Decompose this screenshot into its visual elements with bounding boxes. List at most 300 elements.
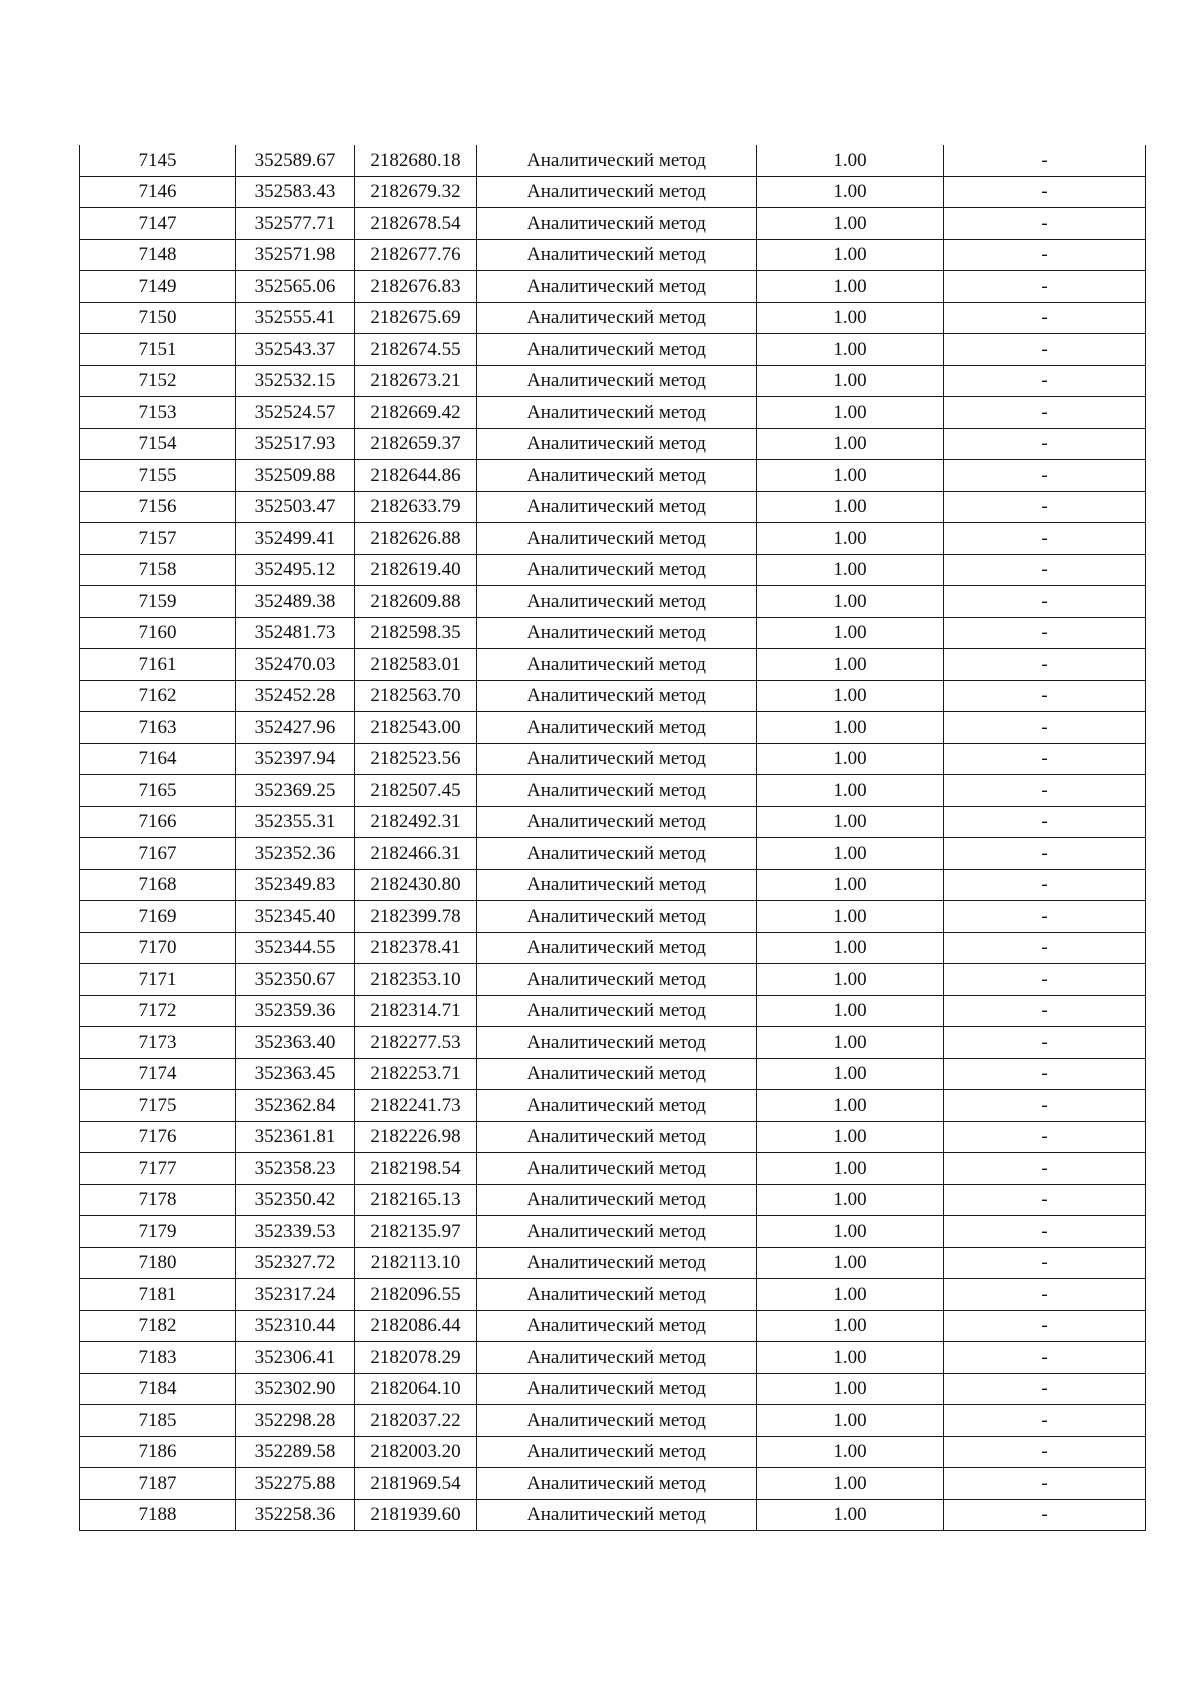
description-cell: - <box>944 271 1146 303</box>
accuracy-cell: 1.00 <box>757 869 944 901</box>
method-cell: Аналитический метод <box>477 397 757 429</box>
y-coordinate-cell: 2182037.22 <box>355 1405 477 1437</box>
description-cell: - <box>944 680 1146 712</box>
description-cell: - <box>944 1058 1146 1090</box>
description-cell: - <box>944 1153 1146 1185</box>
accuracy-cell: 1.00 <box>757 1405 944 1437</box>
accuracy-cell: 1.00 <box>757 964 944 996</box>
accuracy-cell: 1.00 <box>757 995 944 1027</box>
accuracy-cell: 1.00 <box>757 239 944 271</box>
point-number-cell: 7152 <box>80 365 236 397</box>
table-row <box>80 1184 1146 1216</box>
accuracy-cell: 1.00 <box>757 208 944 240</box>
coordinates-table <box>79 145 1146 1531</box>
method-cell: Аналитический метод <box>477 806 757 838</box>
y-coordinate-cell: 2182064.10 <box>355 1373 477 1405</box>
method-cell: Аналитический метод <box>477 365 757 397</box>
accuracy-cell: 1.00 <box>757 649 944 681</box>
description-cell: - <box>944 1184 1146 1216</box>
point-number-cell: 7186 <box>80 1436 236 1468</box>
accuracy-cell: 1.00 <box>757 1184 944 1216</box>
table-row <box>80 1405 1146 1437</box>
table-row <box>80 271 1146 303</box>
table-row <box>80 1121 1146 1153</box>
y-coordinate-cell: 2182078.29 <box>355 1342 477 1374</box>
description-cell: - <box>944 775 1146 807</box>
point-number-cell: 7181 <box>80 1279 236 1311</box>
point-number-cell: 7174 <box>80 1058 236 1090</box>
point-number-cell: 7177 <box>80 1153 236 1185</box>
method-cell: Аналитический метод <box>477 554 757 586</box>
point-number-cell: 7184 <box>80 1373 236 1405</box>
description-cell: - <box>944 838 1146 870</box>
description-cell: - <box>944 491 1146 523</box>
method-cell: Аналитический метод <box>477 964 757 996</box>
y-coordinate-cell: 2182492.31 <box>355 806 477 838</box>
method-cell: Аналитический метод <box>477 680 757 712</box>
y-coordinate-cell: 2182633.79 <box>355 491 477 523</box>
table-row <box>80 1153 1146 1185</box>
y-coordinate-cell: 2181969.54 <box>355 1468 477 1500</box>
table-row <box>80 649 1146 681</box>
description-cell: - <box>944 1499 1146 1531</box>
y-coordinate-cell: 2182676.83 <box>355 271 477 303</box>
x-coordinate-cell: 352310.44 <box>236 1310 355 1342</box>
description-cell: - <box>944 1405 1146 1437</box>
y-coordinate-cell: 2182277.53 <box>355 1027 477 1059</box>
method-cell: Аналитический метод <box>477 1121 757 1153</box>
table-row <box>80 365 1146 397</box>
x-coordinate-cell: 352565.06 <box>236 271 355 303</box>
accuracy-cell: 1.00 <box>757 838 944 870</box>
method-cell: Аналитический метод <box>477 302 757 334</box>
y-coordinate-cell: 2182135.97 <box>355 1216 477 1248</box>
accuracy-cell: 1.00 <box>757 1342 944 1374</box>
x-coordinate-cell: 352369.25 <box>236 775 355 807</box>
method-cell: Аналитический метод <box>477 995 757 1027</box>
x-coordinate-cell: 352361.81 <box>236 1121 355 1153</box>
description-cell: - <box>944 1468 1146 1500</box>
x-coordinate-cell: 352352.36 <box>236 838 355 870</box>
description-cell: - <box>944 523 1146 555</box>
x-coordinate-cell: 352344.55 <box>236 932 355 964</box>
table-row <box>80 334 1146 366</box>
description-cell: - <box>944 869 1146 901</box>
point-number-cell: 7155 <box>80 460 236 492</box>
y-coordinate-cell: 2182253.71 <box>355 1058 477 1090</box>
method-cell: Аналитический метод <box>477 1436 757 1468</box>
x-coordinate-cell: 352359.36 <box>236 995 355 1027</box>
x-coordinate-cell: 352289.58 <box>236 1436 355 1468</box>
point-number-cell: 7175 <box>80 1090 236 1122</box>
accuracy-cell: 1.00 <box>757 743 944 775</box>
description-cell: - <box>944 397 1146 429</box>
description-cell: - <box>944 334 1146 366</box>
description-cell: - <box>944 208 1146 240</box>
table-row <box>80 1373 1146 1405</box>
accuracy-cell: 1.00 <box>757 176 944 208</box>
x-coordinate-cell: 352543.37 <box>236 334 355 366</box>
y-coordinate-cell: 2182096.55 <box>355 1279 477 1311</box>
point-number-cell: 7154 <box>80 428 236 460</box>
x-coordinate-cell: 352589.67 <box>236 145 355 176</box>
description-cell: - <box>944 1310 1146 1342</box>
table-row <box>80 617 1146 649</box>
table-row <box>80 838 1146 870</box>
x-coordinate-cell: 352524.57 <box>236 397 355 429</box>
x-coordinate-cell: 352489.38 <box>236 586 355 618</box>
accuracy-cell: 1.00 <box>757 806 944 838</box>
accuracy-cell: 1.00 <box>757 460 944 492</box>
y-coordinate-cell: 2182226.98 <box>355 1121 477 1153</box>
point-number-cell: 7158 <box>80 554 236 586</box>
method-cell: Аналитический метод <box>477 869 757 901</box>
y-coordinate-cell: 2182507.45 <box>355 775 477 807</box>
method-cell: Аналитический метод <box>477 1058 757 1090</box>
x-coordinate-cell: 352350.42 <box>236 1184 355 1216</box>
description-cell: - <box>944 239 1146 271</box>
table-row <box>80 775 1146 807</box>
point-number-cell: 7187 <box>80 1468 236 1500</box>
accuracy-cell: 1.00 <box>757 617 944 649</box>
y-coordinate-cell: 2182680.18 <box>355 145 477 176</box>
y-coordinate-cell: 2182466.31 <box>355 838 477 870</box>
y-coordinate-cell: 2182563.70 <box>355 680 477 712</box>
method-cell: Аналитический метод <box>477 617 757 649</box>
accuracy-cell: 1.00 <box>757 1247 944 1279</box>
point-number-cell: 7167 <box>80 838 236 870</box>
x-coordinate-cell: 352427.96 <box>236 712 355 744</box>
x-coordinate-cell: 352363.40 <box>236 1027 355 1059</box>
point-number-cell: 7146 <box>80 176 236 208</box>
point-number-cell: 7153 <box>80 397 236 429</box>
x-coordinate-cell: 352327.72 <box>236 1247 355 1279</box>
method-cell: Аналитический метод <box>477 1247 757 1279</box>
x-coordinate-cell: 352470.03 <box>236 649 355 681</box>
x-coordinate-cell: 352503.47 <box>236 491 355 523</box>
method-cell: Аналитический метод <box>477 1373 757 1405</box>
accuracy-cell: 1.00 <box>757 775 944 807</box>
point-number-cell: 7172 <box>80 995 236 1027</box>
y-coordinate-cell: 2182241.73 <box>355 1090 477 1122</box>
x-coordinate-cell: 352363.45 <box>236 1058 355 1090</box>
x-coordinate-cell: 352298.28 <box>236 1405 355 1437</box>
x-coordinate-cell: 352517.93 <box>236 428 355 460</box>
accuracy-cell: 1.00 <box>757 1279 944 1311</box>
point-number-cell: 7182 <box>80 1310 236 1342</box>
description-cell: - <box>944 302 1146 334</box>
table-row <box>80 964 1146 996</box>
x-coordinate-cell: 352350.67 <box>236 964 355 996</box>
description-cell: - <box>944 995 1146 1027</box>
table-row <box>80 239 1146 271</box>
accuracy-cell: 1.00 <box>757 1468 944 1500</box>
method-cell: Аналитический метод <box>477 775 757 807</box>
description-cell: - <box>944 145 1146 176</box>
y-coordinate-cell: 2182353.10 <box>355 964 477 996</box>
description-cell: - <box>944 712 1146 744</box>
x-coordinate-cell: 352577.71 <box>236 208 355 240</box>
table-row <box>80 869 1146 901</box>
x-coordinate-cell: 352258.36 <box>236 1499 355 1531</box>
x-coordinate-cell: 352499.41 <box>236 523 355 555</box>
table-row <box>80 1310 1146 1342</box>
point-number-cell: 7149 <box>80 271 236 303</box>
x-coordinate-cell: 352355.31 <box>236 806 355 838</box>
accuracy-cell: 1.00 <box>757 1058 944 1090</box>
x-coordinate-cell: 352397.94 <box>236 743 355 775</box>
y-coordinate-cell: 2182598.35 <box>355 617 477 649</box>
accuracy-cell: 1.00 <box>757 932 944 964</box>
y-coordinate-cell: 2182198.54 <box>355 1153 477 1185</box>
y-coordinate-cell: 2182659.37 <box>355 428 477 460</box>
table-row <box>80 428 1146 460</box>
accuracy-cell: 1.00 <box>757 1499 944 1531</box>
description-cell: - <box>944 586 1146 618</box>
table-row <box>80 901 1146 933</box>
method-cell: Аналитический метод <box>477 428 757 460</box>
table-row <box>80 1216 1146 1248</box>
point-number-cell: 7145 <box>80 145 236 176</box>
point-number-cell: 7164 <box>80 743 236 775</box>
description-cell: - <box>944 428 1146 460</box>
method-cell: Аналитический метод <box>477 1342 757 1374</box>
method-cell: Аналитический метод <box>477 743 757 775</box>
y-coordinate-cell: 2181939.60 <box>355 1499 477 1531</box>
y-coordinate-cell: 2182399.78 <box>355 901 477 933</box>
accuracy-cell: 1.00 <box>757 901 944 933</box>
description-cell: - <box>944 743 1146 775</box>
method-cell: Аналитический метод <box>477 1153 757 1185</box>
table-row <box>80 145 1146 176</box>
table-row <box>80 712 1146 744</box>
accuracy-cell: 1.00 <box>757 491 944 523</box>
x-coordinate-cell: 352495.12 <box>236 554 355 586</box>
point-number-cell: 7176 <box>80 1121 236 1153</box>
description-cell: - <box>944 649 1146 681</box>
table-row <box>80 176 1146 208</box>
method-cell: Аналитический метод <box>477 271 757 303</box>
accuracy-cell: 1.00 <box>757 1027 944 1059</box>
accuracy-cell: 1.00 <box>757 680 944 712</box>
table-row <box>80 995 1146 1027</box>
y-coordinate-cell: 2182669.42 <box>355 397 477 429</box>
description-cell: - <box>944 176 1146 208</box>
method-cell: Аналитический метод <box>477 176 757 208</box>
x-coordinate-cell: 352583.43 <box>236 176 355 208</box>
description-cell: - <box>944 932 1146 964</box>
method-cell: Аналитический метод <box>477 145 757 176</box>
table-row <box>80 806 1146 838</box>
accuracy-cell: 1.00 <box>757 365 944 397</box>
x-coordinate-cell: 352532.15 <box>236 365 355 397</box>
accuracy-cell: 1.00 <box>757 1216 944 1248</box>
description-cell: - <box>944 1027 1146 1059</box>
y-coordinate-cell: 2182583.01 <box>355 649 477 681</box>
table-row <box>80 1247 1146 1279</box>
accuracy-cell: 1.00 <box>757 586 944 618</box>
method-cell: Аналитический метод <box>477 491 757 523</box>
method-cell: Аналитический метод <box>477 901 757 933</box>
method-cell: Аналитический метод <box>477 208 757 240</box>
point-number-cell: 7178 <box>80 1184 236 1216</box>
y-coordinate-cell: 2182673.21 <box>355 365 477 397</box>
y-coordinate-cell: 2182679.32 <box>355 176 477 208</box>
x-coordinate-cell: 352339.53 <box>236 1216 355 1248</box>
y-coordinate-cell: 2182674.55 <box>355 334 477 366</box>
point-number-cell: 7165 <box>80 775 236 807</box>
y-coordinate-cell: 2182675.69 <box>355 302 477 334</box>
point-number-cell: 7162 <box>80 680 236 712</box>
table-row <box>80 460 1146 492</box>
table-row <box>80 1468 1146 1500</box>
description-cell: - <box>944 1373 1146 1405</box>
description-cell: - <box>944 901 1146 933</box>
method-cell: Аналитический метод <box>477 1405 757 1437</box>
point-number-cell: 7179 <box>80 1216 236 1248</box>
point-number-cell: 7160 <box>80 617 236 649</box>
y-coordinate-cell: 2182165.13 <box>355 1184 477 1216</box>
method-cell: Аналитический метод <box>477 712 757 744</box>
table-row <box>80 680 1146 712</box>
point-number-cell: 7151 <box>80 334 236 366</box>
x-coordinate-cell: 352349.83 <box>236 869 355 901</box>
y-coordinate-cell: 2182430.80 <box>355 869 477 901</box>
accuracy-cell: 1.00 <box>757 271 944 303</box>
x-coordinate-cell: 352481.73 <box>236 617 355 649</box>
method-cell: Аналитический метод <box>477 1468 757 1500</box>
point-number-cell: 7163 <box>80 712 236 744</box>
point-number-cell: 7150 <box>80 302 236 334</box>
x-coordinate-cell: 352302.90 <box>236 1373 355 1405</box>
point-number-cell: 7170 <box>80 932 236 964</box>
description-cell: - <box>944 1090 1146 1122</box>
point-number-cell: 7166 <box>80 806 236 838</box>
table-row <box>80 554 1146 586</box>
x-coordinate-cell: 352362.84 <box>236 1090 355 1122</box>
point-number-cell: 7147 <box>80 208 236 240</box>
accuracy-cell: 1.00 <box>757 523 944 555</box>
table-row <box>80 932 1146 964</box>
table-row <box>80 1342 1146 1374</box>
method-cell: Аналитический метод <box>477 1499 757 1531</box>
accuracy-cell: 1.00 <box>757 302 944 334</box>
method-cell: Аналитический метод <box>477 1184 757 1216</box>
table-row <box>80 743 1146 775</box>
accuracy-cell: 1.00 <box>757 334 944 366</box>
method-cell: Аналитический метод <box>477 239 757 271</box>
x-coordinate-cell: 352358.23 <box>236 1153 355 1185</box>
accuracy-cell: 1.00 <box>757 397 944 429</box>
method-cell: Аналитический метод <box>477 1310 757 1342</box>
y-coordinate-cell: 2182523.56 <box>355 743 477 775</box>
point-number-cell: 7169 <box>80 901 236 933</box>
point-number-cell: 7157 <box>80 523 236 555</box>
method-cell: Аналитический метод <box>477 334 757 366</box>
y-coordinate-cell: 2182314.71 <box>355 995 477 1027</box>
coordinates-table-body <box>80 145 1146 1531</box>
description-cell: - <box>944 365 1146 397</box>
description-cell: - <box>944 1216 1146 1248</box>
accuracy-cell: 1.00 <box>757 145 944 176</box>
x-coordinate-cell: 352452.28 <box>236 680 355 712</box>
point-number-cell: 7173 <box>80 1027 236 1059</box>
table-row <box>80 1279 1146 1311</box>
x-coordinate-cell: 352306.41 <box>236 1342 355 1374</box>
y-coordinate-cell: 2182378.41 <box>355 932 477 964</box>
method-cell: Аналитический метод <box>477 838 757 870</box>
point-number-cell: 7159 <box>80 586 236 618</box>
method-cell: Аналитический метод <box>477 523 757 555</box>
table-row <box>80 586 1146 618</box>
accuracy-cell: 1.00 <box>757 554 944 586</box>
accuracy-cell: 1.00 <box>757 712 944 744</box>
method-cell: Аналитический метод <box>477 649 757 681</box>
y-coordinate-cell: 2182677.76 <box>355 239 477 271</box>
y-coordinate-cell: 2182609.88 <box>355 586 477 618</box>
accuracy-cell: 1.00 <box>757 1436 944 1468</box>
y-coordinate-cell: 2182626.88 <box>355 523 477 555</box>
table-row <box>80 302 1146 334</box>
accuracy-cell: 1.00 <box>757 1153 944 1185</box>
y-coordinate-cell: 2182113.10 <box>355 1247 477 1279</box>
method-cell: Аналитический метод <box>477 460 757 492</box>
x-coordinate-cell: 352571.98 <box>236 239 355 271</box>
accuracy-cell: 1.00 <box>757 428 944 460</box>
accuracy-cell: 1.00 <box>757 1121 944 1153</box>
point-number-cell: 7148 <box>80 239 236 271</box>
description-cell: - <box>944 806 1146 838</box>
y-coordinate-cell: 2182543.00 <box>355 712 477 744</box>
method-cell: Аналитический метод <box>477 1279 757 1311</box>
description-cell: - <box>944 460 1146 492</box>
description-cell: - <box>944 1121 1146 1153</box>
accuracy-cell: 1.00 <box>757 1310 944 1342</box>
point-number-cell: 7188 <box>80 1499 236 1531</box>
y-coordinate-cell: 2182644.86 <box>355 460 477 492</box>
point-number-cell: 7171 <box>80 964 236 996</box>
y-coordinate-cell: 2182086.44 <box>355 1310 477 1342</box>
description-cell: - <box>944 1436 1146 1468</box>
point-number-cell: 7185 <box>80 1405 236 1437</box>
x-coordinate-cell: 352317.24 <box>236 1279 355 1311</box>
x-coordinate-cell: 352275.88 <box>236 1468 355 1500</box>
y-coordinate-cell: 2182678.54 <box>355 208 477 240</box>
table-row <box>80 523 1146 555</box>
y-coordinate-cell: 2182619.40 <box>355 554 477 586</box>
method-cell: Аналитический метод <box>477 932 757 964</box>
description-cell: - <box>944 554 1146 586</box>
y-coordinate-cell: 2182003.20 <box>355 1436 477 1468</box>
x-coordinate-cell: 352345.40 <box>236 901 355 933</box>
x-coordinate-cell: 352509.88 <box>236 460 355 492</box>
method-cell: Аналитический метод <box>477 1027 757 1059</box>
description-cell: - <box>944 617 1146 649</box>
table-row <box>80 397 1146 429</box>
method-cell: Аналитический метод <box>477 1216 757 1248</box>
point-number-cell: 7183 <box>80 1342 236 1374</box>
description-cell: - <box>944 1342 1146 1374</box>
method-cell: Аналитический метод <box>477 586 757 618</box>
table-row <box>80 1499 1146 1531</box>
x-coordinate-cell: 352555.41 <box>236 302 355 334</box>
table-row <box>80 1090 1146 1122</box>
table-row <box>80 1058 1146 1090</box>
point-number-cell: 7161 <box>80 649 236 681</box>
description-cell: - <box>944 964 1146 996</box>
point-number-cell: 7180 <box>80 1247 236 1279</box>
method-cell: Аналитический метод <box>477 1090 757 1122</box>
